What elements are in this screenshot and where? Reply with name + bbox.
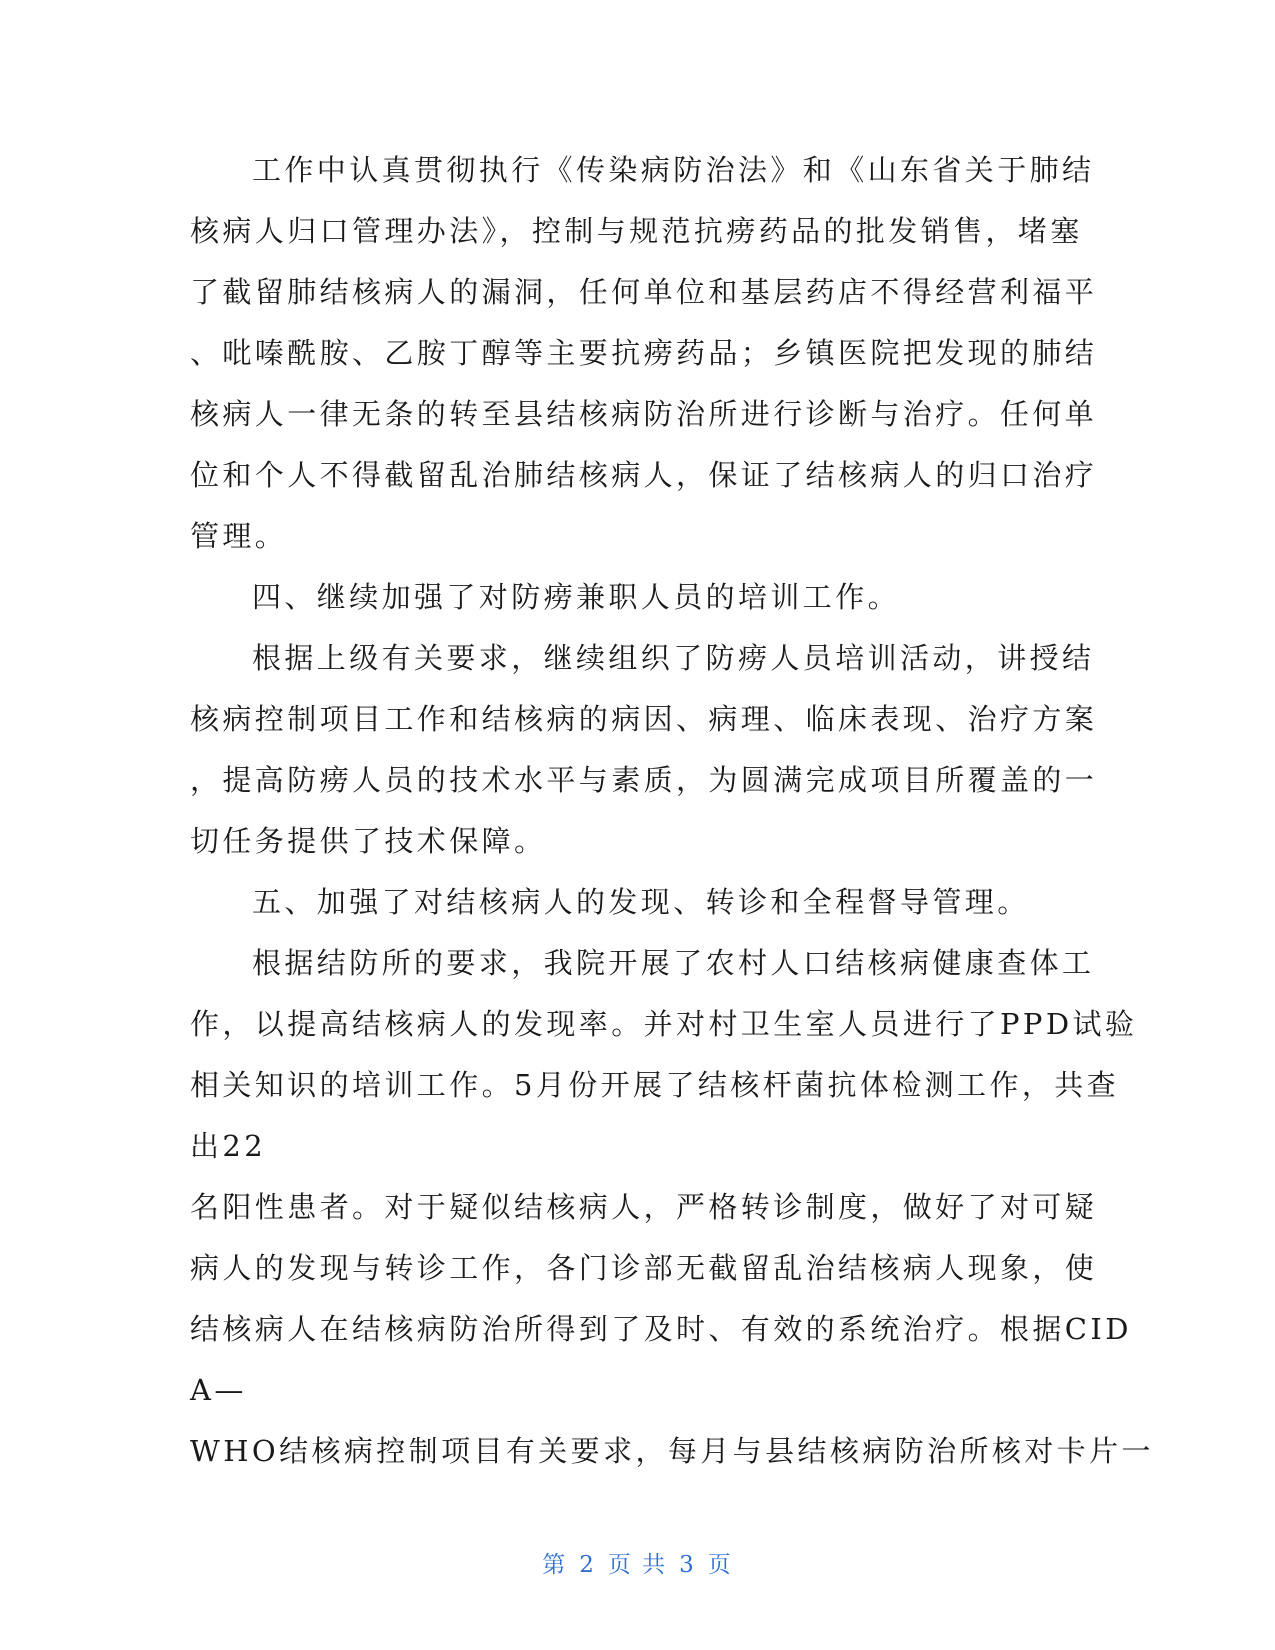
text-line: 根据上级有关要求，继续组织了防痨人员培训活动，讲授结 [252,641,1095,675]
footer-suffix: 页 [707,1552,733,1578]
text-line: 了截留肺结核病人的漏洞，任何单位和基层药店不得经营利福平 [190,275,1098,309]
text-line: 核病人归口管理办法》，控制与规范抗痨药品的批发销售，堵塞 [190,214,1083,248]
text-line: 切任务提供了技术保障。 [190,824,547,858]
text-line: 作，以提高结核病人的发现率。并对村卫生室人员进行了PPD试验 [190,1007,1138,1041]
text-line: WHO结核病控制项目有关要求，每月与县结核病防治所核对卡片一 [190,1434,1154,1468]
text-line: 位和个人不得截留乱治肺结核病人，保证了结核病人的归口治疗 [190,458,1098,492]
footer-prefix: 第 [542,1552,568,1578]
text-line: 工作中认真贯彻执行《传染病防治法》和《山东省关于肺结 [252,153,1095,187]
text-line: 病人的发现与转诊工作，各门诊部无截留乱治结核病人现象，使 [190,1251,1098,1285]
footer-middle: 页 共 [607,1552,668,1578]
text-line: A— [190,1373,247,1407]
text-line: 、吡嗪酰胺、乙胺丁醇等主要抗痨药品；乡镇医院把发现的肺结 [190,336,1098,370]
text-line: 核病人一律无条的转至县结核病防治所进行诊断与治疗。任何单 [190,397,1098,431]
text-line: 根据结防所的要求，我院开展了农村人口结核病健康查体工 [252,946,1095,980]
text-line: 相关知识的培训工作。5月份开展了结核杆菌抗体检测工作，共查 [190,1068,1120,1102]
text-line: 结核病人在结核病防治所得到了及时、有效的系统治疗。根据CID [190,1312,1132,1346]
footer-page-number: 2 [579,1552,596,1578]
text-line: 出22 [190,1129,267,1163]
footer-total-pages: 3 [679,1552,696,1578]
section-heading: 四、继续加强了对防痨兼职人员的培训工作。 [252,580,901,614]
page-footer [0,1546,1275,1579]
text-line: 核病控制项目工作和结核病的病因、病理、临床表现、治疗方案 [190,702,1098,736]
body-text [190,140,1154,1482]
section-heading: 五、加强了对结核病人的发现、转诊和全程督导管理。 [252,885,1030,919]
text-line: 管理。 [190,519,288,553]
text-line: ，提高防痨人员的技术水平与素质，为圆满完成项目所覆盖的一 [190,763,1098,797]
text-line: 名阳性患者。对于疑似结核病人，严格转诊制度，做好了对可疑 [190,1190,1098,1224]
